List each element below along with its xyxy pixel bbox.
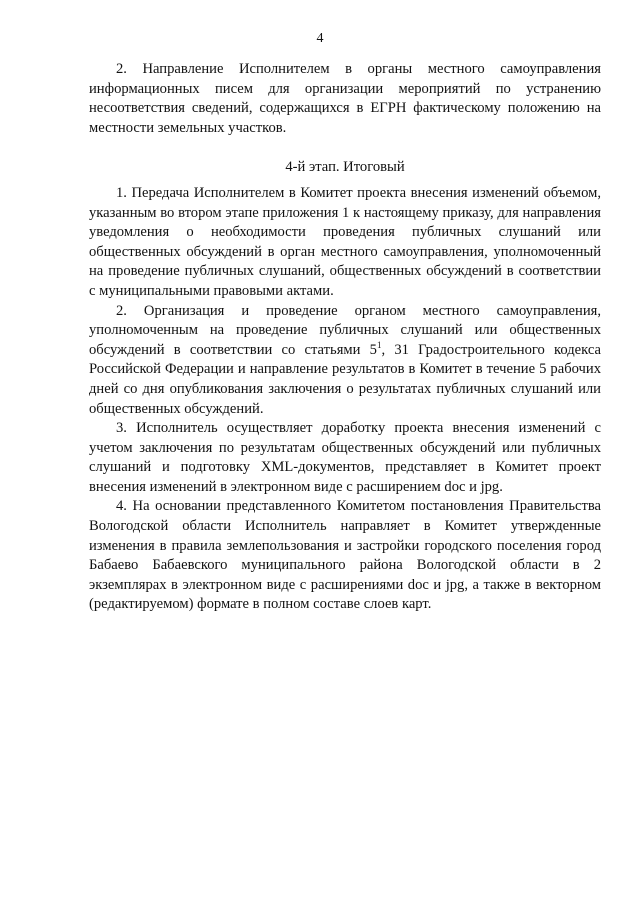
stage4-item-2-paragraph <box>89 302 601 420</box>
stage4-item-4-paragraph: 4. На основании представленного Комитетом постановления Правительства Вологодской области Исполнитель направляет в Комитет утвержденные изменения в правила землепользования и застройки городского поселения город Бабаево Бабаевского муниципального района Вологодской области в 2 экземплярах в электронном виде с расширениями doc и jpg, а также в векторном (редактируемом) формате в полном составе слоев карт. <box>89 498 601 613</box>
stage3-item-2-paragraph: 2. Направление Исполнителем в органы местного самоуправления информационных писем для организации мероприятий по устранению несоответствия сведений, содержащихся в ЕГРН фактическому положению на местности земельных участков. <box>89 61 601 136</box>
stage4-item-2-text-end: , 31 Градостроительного кодекса Российской Федерации и направление результатов в Комитет в течение 5 рабочих дней со дня опубликования заключения о результатах публичных слушаний или общественных обсуждений. <box>89 341 601 417</box>
document-body <box>89 60 601 615</box>
stage4-item-1-paragraph: 1. Передача Исполнителем в Комитет проекта внесения изменений объемом, указанным во втором этапе приложения 1 к настоящему приказу, для направления уведомления о необходимости проведения публичных слушаний или общественных обсуждений в орган местного самоуправления, уполномоченный на проведение публичных слушаний, общественных обсуждений в соответствии с муниципальными правовыми актами. <box>89 184 601 299</box>
page-number: 4 <box>316 31 324 46</box>
article-superscript: 1 <box>376 339 382 350</box>
stage-4-heading: 4-й этап. Итоговый <box>285 159 405 176</box>
stage4-item-2-text-start: 2. Организация и проведение органом местного самоуправления, уполномоченным на проведение публичных слушаний или общественных обсуждений в соответствии со статьями 5 <box>89 302 601 358</box>
stage4-item-3-paragraph: 3. Исполнитель осуществляет доработку проекта внесения изменений с учетом заключения по результатам общественных обсуждений или публичных слушаний и подготовку XML-документов, представляет в Комитет проект внесения изменений в электронном виде с расширением doc и jpg. <box>89 420 601 495</box>
